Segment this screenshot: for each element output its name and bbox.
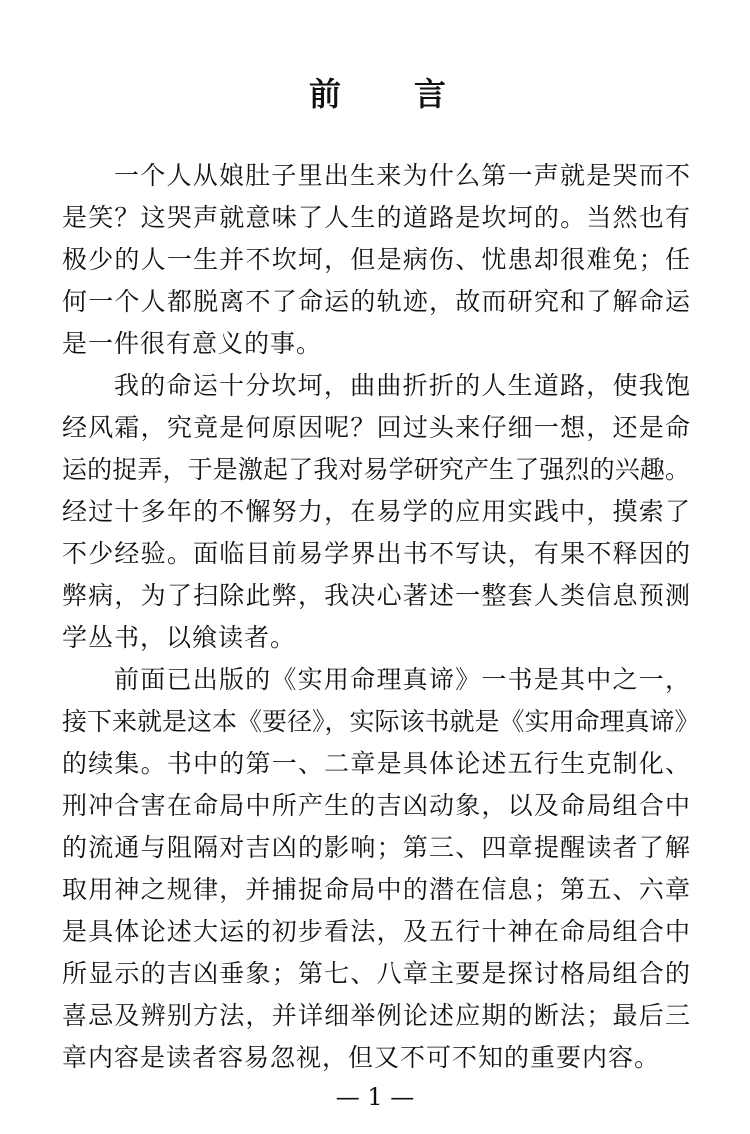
text-line: 极少的人一生并不坎坷，但是病伤、忧患却很难免；任 (62, 245, 690, 274)
text-line: 喜忌及辨别方法，并详细举例论述应期的断法；最后三 (62, 1001, 690, 1030)
paragraph (62, 155, 690, 365)
text-line: 取用神之规律，并捕捉命局中的潜在信息；第五、六章 (62, 875, 690, 904)
paragraph (62, 659, 700, 1079)
text-line: 运的捉弄，于是激起了我对易学研究产生了强烈的兴趣。 (62, 455, 690, 484)
text-line: 是笑？这哭声就意味了人生的道路是坎坷的。当然也有 (62, 203, 690, 232)
text-line: 何一个人都脱离不了命运的轨迹，故而研究和了解命运 (62, 287, 690, 316)
page-number: — 1 — (335, 1083, 415, 1111)
text-line: 接下来就是这本《要径》，实际该书就是《实用命理真谛》 (62, 707, 700, 736)
title-char-2: 言 (414, 75, 447, 113)
text-line: 经过十多年的不懈努力，在易学的应用实践中，摸索了 (62, 497, 690, 526)
text-line: 一个人从娘肚子里出生来为什么第一声就是哭而不 (114, 161, 690, 190)
paragraph (62, 365, 690, 659)
text-line: 是具体论述大运的初步看法，及五行十神在命局组合中 (62, 917, 690, 946)
text-line: 不少经验。面临目前易学界出书不写诀，有果不释因的 (62, 539, 690, 568)
text-line: 经风霜，究竟是何原因呢？回过头来仔细一想，还是命 (62, 413, 690, 442)
text-line: 是一件很有意义的事。 (62, 329, 323, 358)
text-line: 章内容是读者容易忽视，但又不可不知的重要内容。 (62, 1043, 661, 1072)
text-line: 前面已出版的《实用命理真谛》一书是其中之一， (114, 665, 690, 694)
text-line: 的续集。书中的第一、二章是具体论述五行生克制化、 (62, 749, 690, 778)
text-line: 的流通与阻隔对吉凶的影响；第三、四章提醒读者了解 (62, 833, 690, 862)
text-line: 我的命运十分坎坷，曲曲折折的人生道路，使我饱 (114, 371, 690, 400)
preface-body (62, 155, 700, 1079)
page-title (0, 72, 750, 116)
text-line: 学丛书，以飨读者。 (62, 623, 297, 652)
text-line: 所显示的吉凶垂象；第七、八章主要是探讨格局组合的 (62, 959, 690, 988)
title-char-1: 前 (309, 75, 342, 113)
text-line: 弊病，为了扫除此弊，我决心著述一整套人类信息预测 (62, 581, 690, 610)
text-line: 刑冲合害在命局中所产生的吉凶动象，以及命局组合中 (62, 791, 690, 820)
